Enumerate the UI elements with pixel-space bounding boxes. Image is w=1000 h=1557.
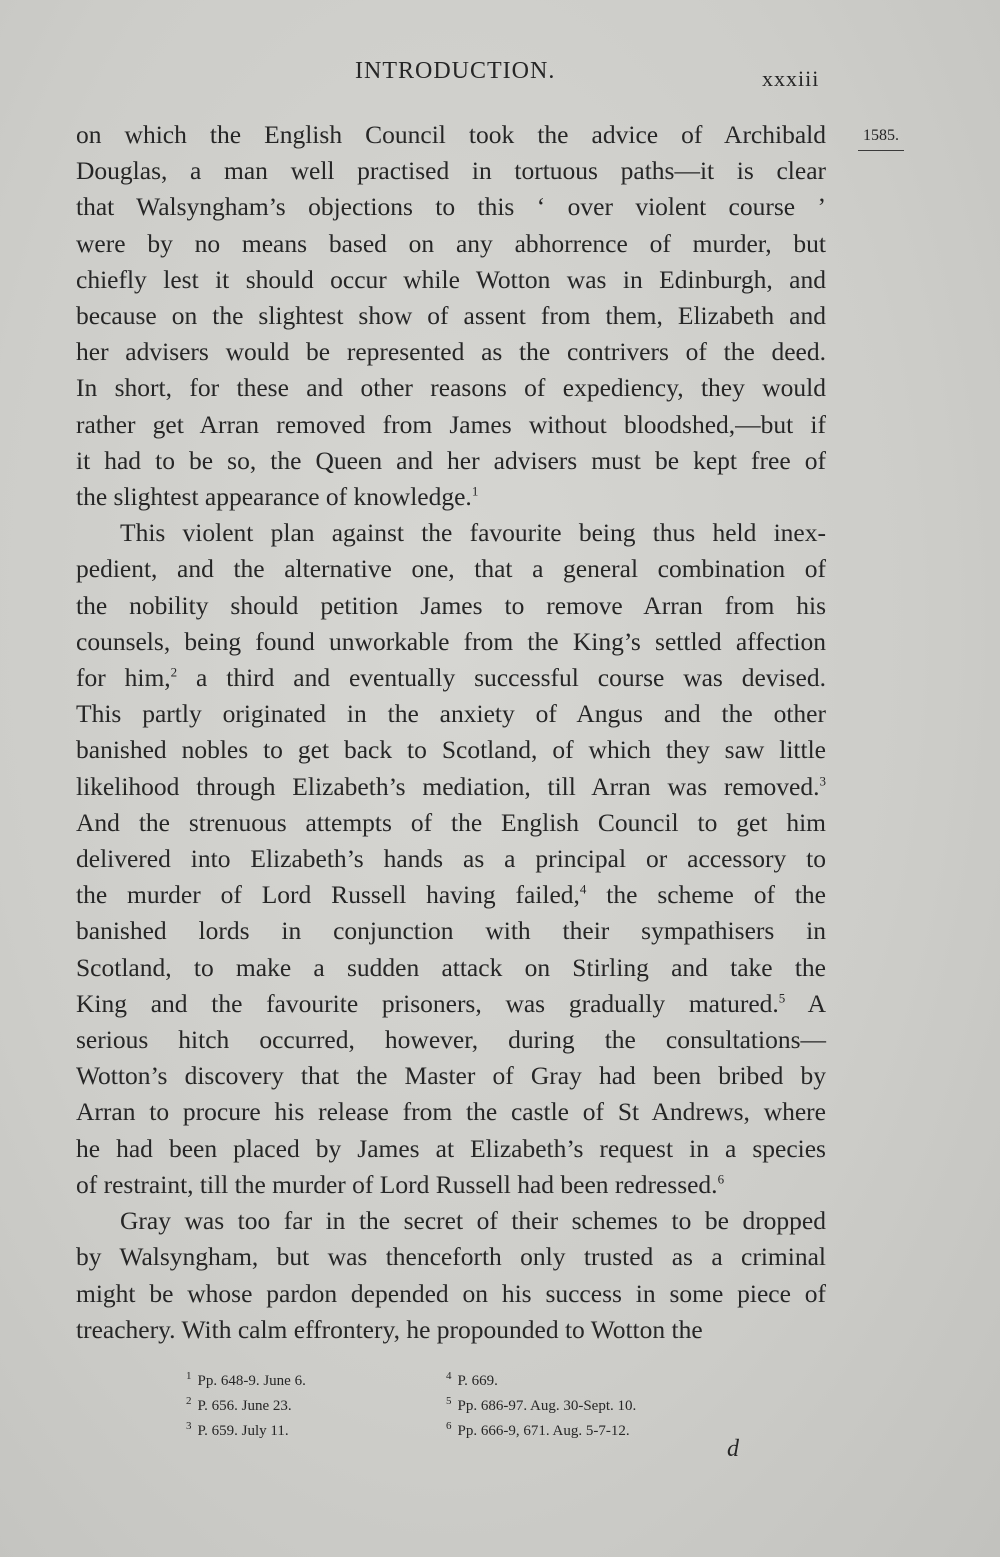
footnote-reference: 1 (471, 483, 479, 499)
text-line (76, 696, 826, 732)
footnote-text: P. 656. June 23. (197, 1398, 292, 1414)
footnote-number: 6 (446, 1420, 452, 1432)
text-segment: This violent plan against the favourite being thus held inex- (120, 518, 826, 548)
text-line (76, 1239, 826, 1275)
margin-rule (858, 150, 904, 151)
text-line (76, 1022, 826, 1058)
text-line (76, 298, 826, 334)
text-line (76, 1094, 826, 1130)
text-line (76, 1167, 826, 1203)
footnote-text: P. 659. July 11. (197, 1423, 289, 1439)
text-line (76, 334, 826, 370)
text-line (76, 1131, 826, 1167)
text-line (76, 407, 826, 443)
footnote-number: 2 (186, 1395, 192, 1407)
text-segment: the scheme of the (586, 880, 826, 910)
footnote-number: 4 (446, 1370, 452, 1382)
footnote-number: 1 (186, 1370, 192, 1382)
text-segment: by Walsyngham, but was thenceforth only trusted as a criminal (76, 1242, 826, 1272)
footnote (446, 1416, 636, 1441)
footnote (186, 1366, 306, 1391)
text-segment: rather get Arran removed from James without bloodshed,—but if (76, 409, 826, 439)
text-line (76, 189, 826, 225)
text-segment: Arran to procure his release from the castle of St Andrews, where (76, 1097, 826, 1127)
text-line (76, 1203, 826, 1239)
body-text (76, 117, 826, 1348)
text-line (76, 950, 826, 986)
text-line (76, 153, 826, 189)
text-segment: chiefly lest it should occur while Wotton was in Edinburgh, and (76, 264, 826, 294)
paragraph (76, 117, 826, 515)
footnote-number: 5 (446, 1395, 452, 1407)
text-segment: it had to be so, the Queen and her advisers must be kept free of (76, 445, 826, 475)
text-line (76, 117, 826, 153)
text-segment: delivered into Elizabeth’s hands as a principal or accessory to (76, 844, 826, 874)
text-line (76, 986, 826, 1022)
text-segment: were by no means based on any abhorrence of murder, but (76, 228, 826, 258)
text-segment: Gray was too far in the secret of their schemes to be dropped (120, 1206, 826, 1236)
text-segment: Douglas, a man well practised in tortuous paths—it is clear (76, 156, 826, 186)
text-line (76, 1312, 826, 1348)
text-line (76, 732, 826, 768)
footnote-text: P. 669. (457, 1373, 498, 1389)
text-segment: And the strenuous attempts of the English Council to get him (76, 807, 826, 837)
text-line (76, 1058, 826, 1094)
footnote-reference: 4 (579, 881, 587, 897)
footnote (446, 1366, 636, 1391)
running-head-title: INTRODUCTION. (355, 58, 556, 84)
footnote-reference: 6 (717, 1171, 725, 1187)
text-line (76, 1276, 826, 1312)
footnote-number: 3 (186, 1420, 192, 1432)
text-line (76, 262, 826, 298)
footnotes-left-column (186, 1366, 306, 1441)
text-segment: might be whose pardon depended on his success in some piece of (76, 1278, 826, 1308)
text-segment: that Walsyngham’s objections to this ‘ over violent course ’ (76, 192, 826, 222)
text-line (76, 841, 826, 877)
text-line (76, 515, 826, 551)
text-segment: King and the favourite prisoners, was gradually matured. (76, 988, 779, 1018)
text-segment: counsels, being found unworkable from the King’s settled affection (76, 626, 826, 656)
text-line (76, 877, 826, 913)
footnote-text: Pp. 648-9. June 6. (197, 1373, 306, 1389)
text-segment: of restraint, till the murder of Lord Russell had been redressed. (76, 1169, 718, 1199)
text-segment: a third and eventually successful course was devised. (177, 663, 826, 693)
margin-year-note: 1585. (863, 127, 899, 144)
text-segment: banished lords in conjunction with their sympathisers in (76, 916, 826, 946)
text-segment: because on the slightest show of assent from them, Elizabeth and (76, 301, 826, 331)
text-segment: In short, for these and other reasons of expediency, they would (76, 373, 826, 403)
text-segment: pedient, and the alternative one, that a general combination of (76, 554, 826, 584)
text-segment: her advisers would be represented as the contrivers of the deed. (76, 337, 826, 367)
text-segment: he had been placed by James at Elizabeth’s request in a species (76, 1133, 826, 1163)
text-line (76, 370, 826, 406)
text-line (76, 913, 826, 949)
text-segment: banished nobles to get back to Scotland, of which they saw little (76, 735, 826, 765)
text-segment: This partly originated in the anxiety of Angus and the other (76, 699, 826, 729)
signature-mark: d (727, 1436, 739, 1462)
text-segment: on which the English Council took the advice of Archibald (76, 120, 826, 149)
text-segment: serious hitch occurred, however, during the consultations— (76, 1025, 826, 1055)
footnote (186, 1391, 306, 1416)
text-segment: treachery. With calm effrontery, he propounded to Wotton the (76, 1314, 703, 1344)
text-segment: likelihood through Elizabeth’s mediation, till Arran was removed. (76, 771, 820, 801)
text-line (76, 443, 826, 479)
text-line (76, 588, 826, 624)
footnote-text: Pp. 666-9, 671. Aug. 5-7-12. (457, 1423, 630, 1439)
footnote-reference: 2 (170, 664, 178, 680)
text-line (76, 769, 826, 805)
footnote-reference: 5 (778, 990, 786, 1006)
text-segment: the slightest appearance of knowledge. (76, 482, 472, 512)
text-line (76, 660, 826, 696)
text-line (76, 805, 826, 841)
footnotes-right-column (446, 1366, 636, 1441)
footnote-reference: 3 (819, 773, 826, 789)
footnote-text: Pp. 686-97. Aug. 30-Sept. 10. (457, 1398, 637, 1414)
text-line (76, 624, 826, 660)
text-line (76, 551, 826, 587)
text-line (76, 479, 826, 515)
text-segment: the murder of Lord Russell having failed, (76, 880, 580, 910)
text-segment: Wotton’s discovery that the Master of Gray had been bribed by (76, 1061, 826, 1091)
text-segment: A (785, 988, 826, 1018)
footnote (446, 1391, 636, 1416)
paragraph (76, 1203, 826, 1348)
text-segment: Scotland, to make a sudden attack on Stirling and take the (76, 952, 826, 982)
running-head (0, 58, 1000, 92)
paragraph (76, 515, 826, 1203)
text-line (76, 226, 826, 262)
footnote (186, 1416, 306, 1441)
page-number: xxxiii (762, 66, 820, 91)
text-segment: for him, (76, 663, 171, 693)
text-segment: the nobility should petition James to remove Arran from his (76, 590, 826, 620)
